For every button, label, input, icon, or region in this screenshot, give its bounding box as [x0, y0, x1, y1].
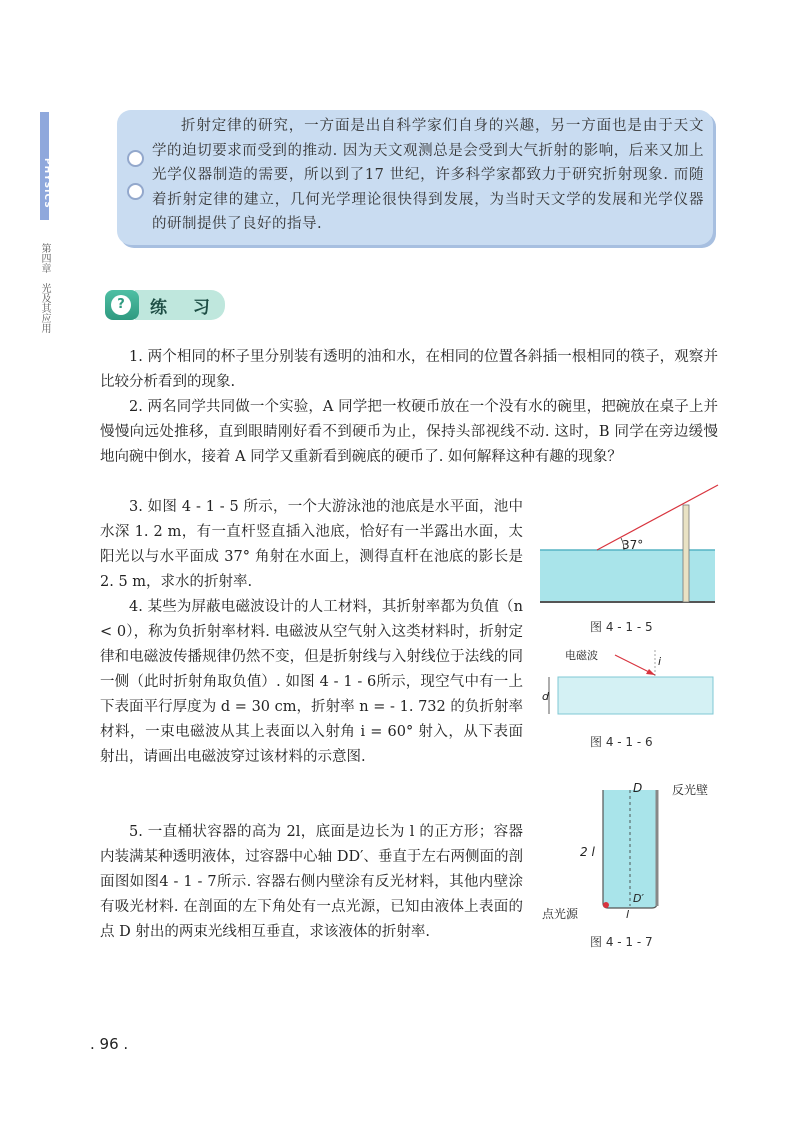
figure-4-1-7-caption: 图 4 - 1 - 7 [590, 935, 653, 949]
light-source-label: 点光源 [542, 907, 579, 921]
container-outline [603, 790, 657, 908]
figure-4-1-5-caption: 图 4 - 1 - 5 [590, 620, 653, 634]
reading-note-text: 折射定律的研究，一方面是出自科学家们自身的兴趣，另一方面也是由于天文学的迫切要求而受到的推动. 因为天文观测总是会受到大气折射的影响，后来又加上光学仪器制造的需要，所以到了17 世纪，许多科学家都致力于研究折射现象. 而随着折射定律的建立，几何光学理论很快得到发展，为当时天文学的发展和光学仪器的研制提供了良好的指导. [152, 118, 704, 232]
light-source-dot [603, 902, 609, 908]
reflective-wall-label: 反光壁 [672, 783, 709, 797]
height-label: 2 l [580, 845, 595, 859]
problem-3: 3. 如图 4 - 1 - 5 所示，一个大游泳池的池底是水平面，池中水深 1. 2 m，有一直杆竖直插入池底，恰好有一半露出水面，太阳光以与水平面成 37° 角射在水面上，测得直杆在池底的影长是 2. 5 m，求水的折射率. [100, 499, 523, 590]
ray-arrow-icon [646, 669, 655, 675]
incidence-angle-label: i [658, 655, 662, 668]
problem-4: 4. 某些为屏蔽电磁波设计的人工材料，其折射率都为负值（n < 0），称为负折射率材料. 电磁波从空气射入这类材料时，折射定律和电磁波传播规律仍然不变，但是折射线与入射线位于法线的同一侧（此时折射角取负值）. 如图 4 - 1 - 6所示，现空气中有一上下表面平行厚度为 d = 30 cm，折射率 n = - 1. 732 的负折射率材料，一束电磁波从其上表面以入射角 i = 60° 射入，从下表面射出，请画出电磁波穿过该材料的示意图. [100, 599, 523, 765]
binder-ring-icon [127, 150, 144, 167]
binder-ring-icon [127, 183, 144, 200]
figure-4-1-5 [540, 480, 720, 605]
figure-4-1-7 [540, 778, 720, 921]
problem-5: 5. 一直桶状容器的高为 2l，底面是边长为 l 的正方形；容器内装满某种透明液体，过容器中心轴 DD′、垂直于左右两侧面的剖面图如图4 - 1 - 7所示. 容器右侧内壁涂有反光材料，其他内壁涂有吸光材料. 在剖面的左下角处有一点光源，已知由液体上表面的点 D 射出的两束光线相互垂直，求该液体的折射率. [100, 824, 523, 940]
point-dprime-label: D′ [633, 892, 644, 905]
negative-index-slab [558, 677, 713, 714]
figure-4-1-6 [540, 645, 720, 725]
point-d-label: D [633, 781, 643, 795]
wave-label: 电磁波 [565, 649, 598, 662]
figure-4-1-6-caption: 图 4 - 1 - 6 [590, 735, 653, 749]
problem-1: 1. 两个相同的杯子里分别装有透明的油和水，在相同的位置各斜插一根相同的筷子，观察并比较分析看到的现象. [100, 349, 718, 390]
angle-label: 37° [622, 538, 644, 552]
width-label: l [626, 908, 630, 921]
sidebar-chapter-label: 第四章 光及其应用 [39, 243, 50, 333]
sidebar-subject-label: PHYSICS [42, 158, 52, 209]
vertical-pole [683, 505, 689, 602]
problem-2: 2. 两名同学共同做一个实验，A 同学把一枚硬币放在一个没有水的碗里，把碗放在桌子上并慢慢向远处推移，直到眼睛刚好看不到硬币为止，保持头部视线不动. 这时，B 同学在旁边缓慢地向碗中倒水，接着 A 同学又重新看到碗底的硬币了. 如何解释这种有趣的现象？ [100, 399, 718, 465]
page-number: . 96 . [90, 1035, 129, 1053]
sunlight-ray [597, 485, 718, 550]
question-magnifier-icon: ? [105, 290, 139, 320]
thickness-label: d [542, 690, 549, 703]
exercise-title: 练 习 [150, 298, 220, 318]
